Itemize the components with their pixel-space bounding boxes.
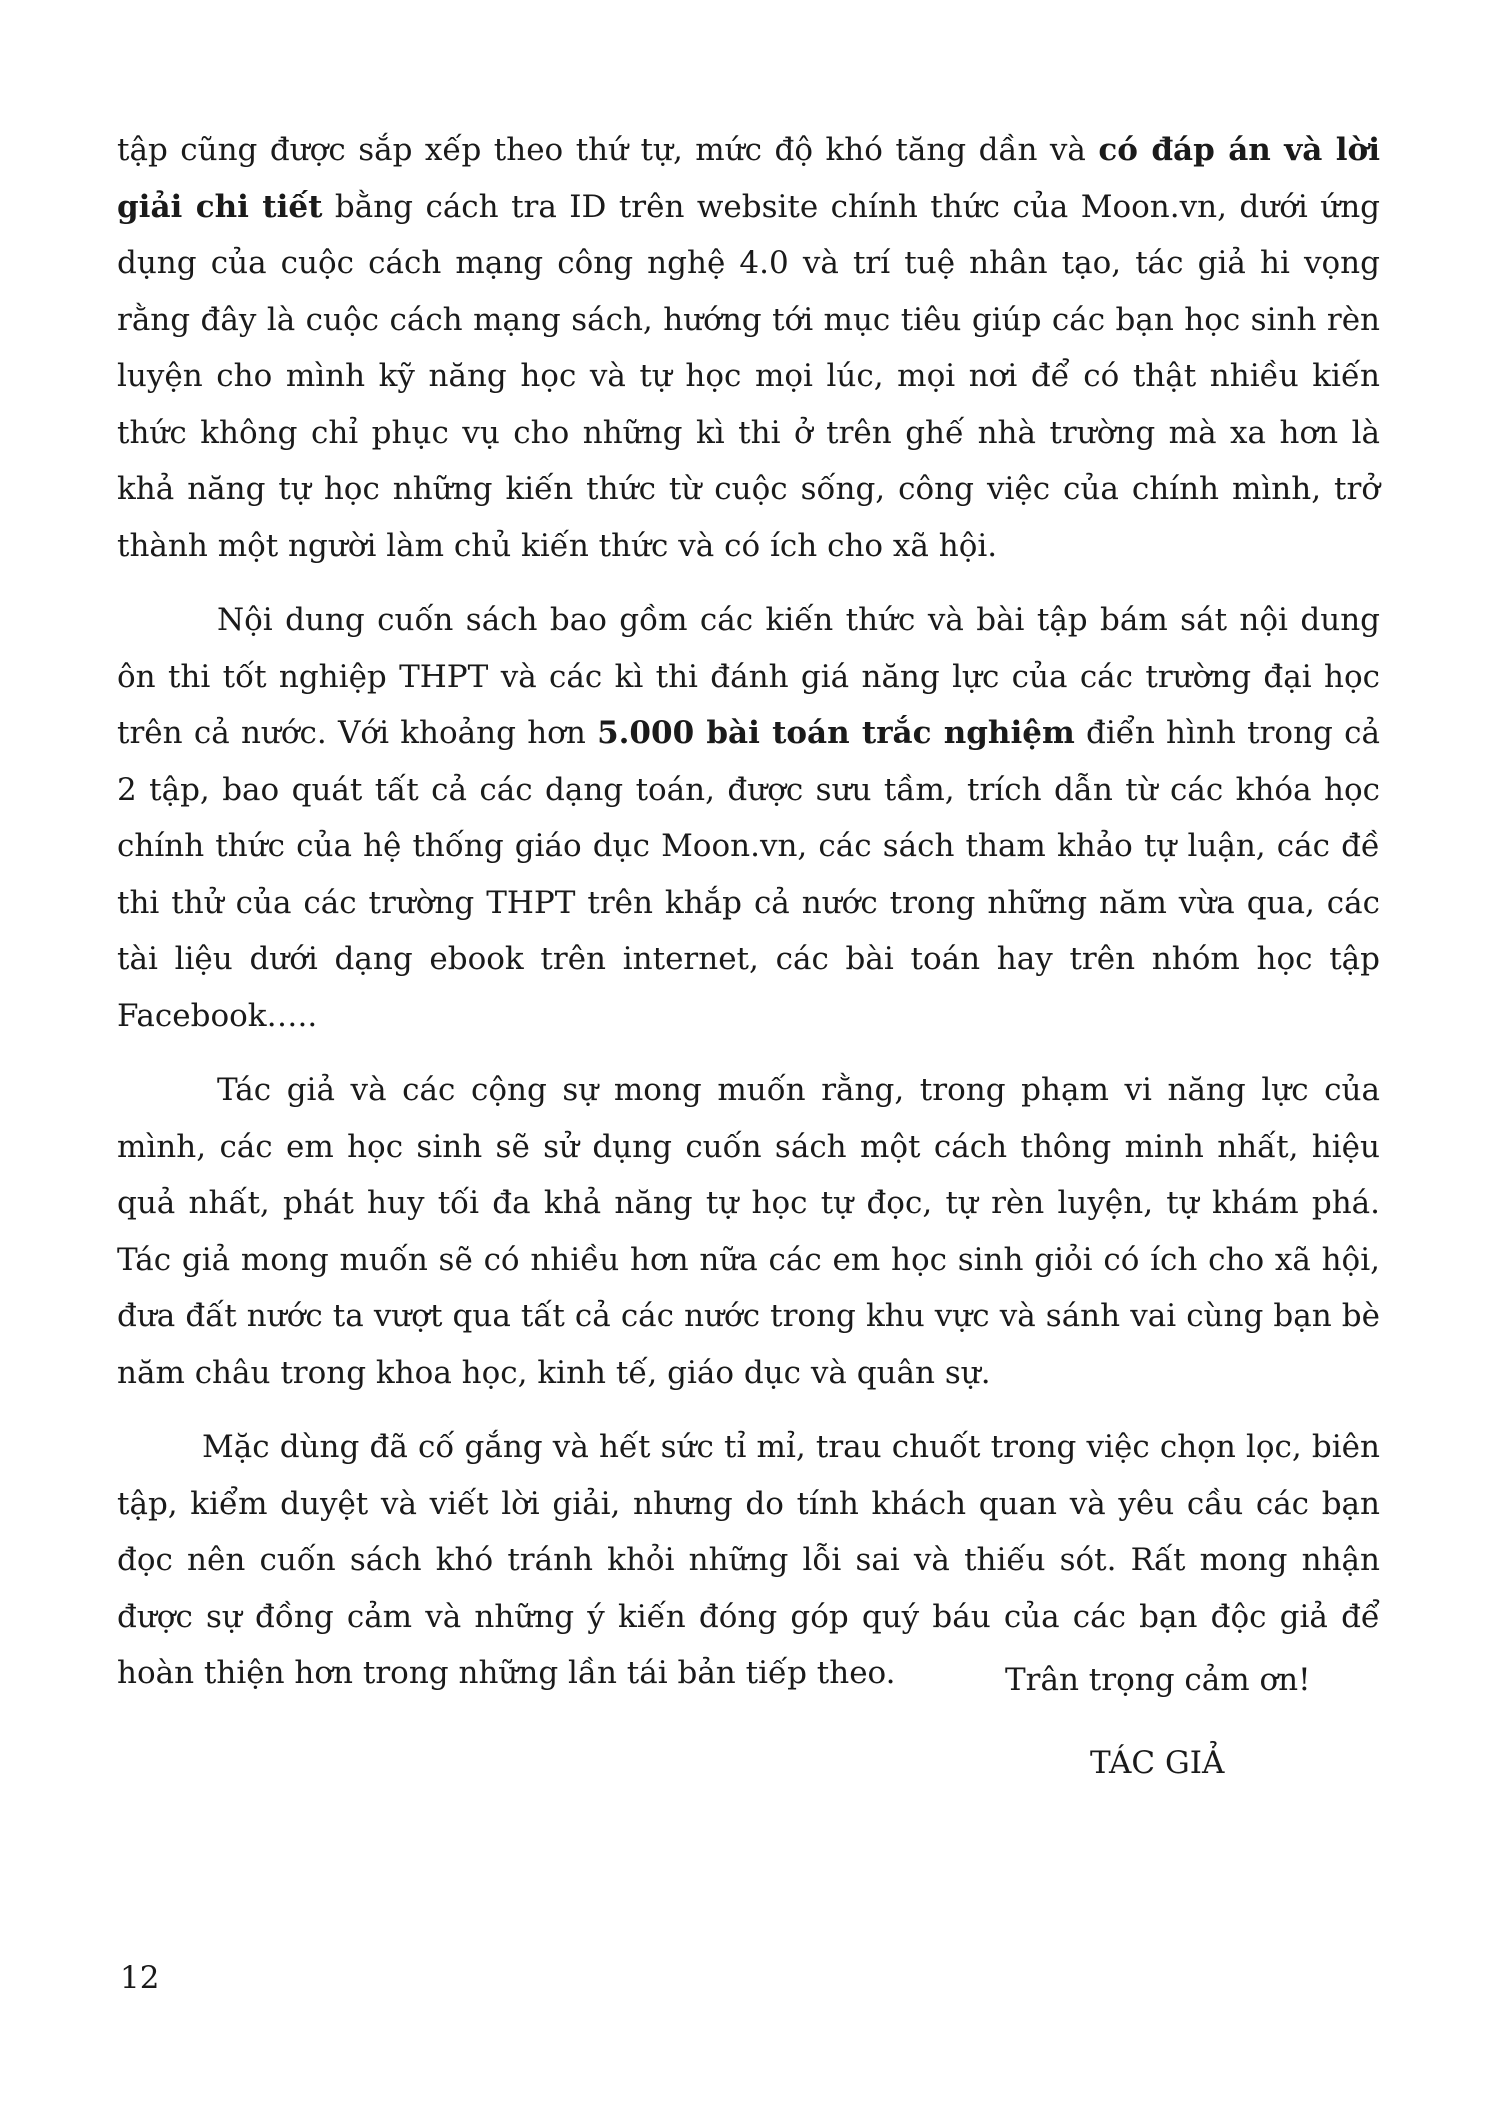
signoff-text: Trân trọng cảm ơn! <box>1005 1662 1311 1698</box>
document-body <box>117 122 1380 1720</box>
paragraph-4: Mặc dùng đã cố gắng và hết sức tỉ mỉ, trau chuốt trong việc chọn lọc, biên tập, kiểm duyệt và viết lời giải, nhưng do tính khách quan và yêu cầu các bạn đọc nên cuốn sách khó tránh khỏi những lỗi sai và thiếu sót. Rất mong nhận được sự đồng cảm và những ý kiến đóng góp quý báu của các bạn độc giả để hoàn thiện hơn trong những lần tái bản tiếp theo. <box>117 1429 1380 1691</box>
paragraph-1-text-a: tập cũng được sắp xếp theo thứ tự, mức độ khó tăng dần và <box>117 132 1099 168</box>
paragraph-2 <box>117 592 1380 1044</box>
paragraph-3: Tác giả và các cộng sự mong muốn rằng, trong phạm vi năng lực của mình, các em học sinh sẽ sử dụng cuốn sách một cách thông minh nhất, hiệu quả nhất, phát huy tối đa khả năng tự học tự đọc, tự rèn luyện, tự khám phá. Tác giả mong muốn sẽ có nhiều hơn nữa các em học sinh giỏi có ích cho xã hội, đưa đất nước ta vượt qua tất cả các nước trong khu vực và sánh vai cùng bạn bè năm châu trong khoa học, kinh tế, giáo dục và quân sự. <box>117 1072 1380 1391</box>
paragraph-1-text-b: bằng cách tra ID trên website chính thức của Moon.vn, dưới ứng dụng của cuộc cách mạng công nghệ 4.0 và trí tuệ nhân tạo, tác giả hi vọng rằng đây là cuộc cách mạng sách, hướng tới mục tiêu giúp các bạn học sinh rèn luyện cho mình kỹ năng học và tự học mọi lúc, mọi nơi để có thật nhiều kiến thức không chỉ phục vụ cho những kì thi ở trên ghế nhà trường mà xa hơn là khả năng tự học những kiến thức từ cuộc sống, công việc của chính mình, trở thành một người làm chủ kiến thức và có ích cho xã hội. <box>117 188 1380 564</box>
paragraph-1-bold: có đáp án và lời giải chi tiết <box>117 132 1380 225</box>
author-signature: TÁC GIẢ <box>1090 1745 1225 1781</box>
paragraph-1 <box>117 122 1380 574</box>
paragraph-2-text-b: điển hình trong cả 2 tập, bao quát tất cả các dạng toán, được sưu tầm, trích dẫn từ các khóa học chính thức của hệ thống giáo dục Moon.vn, các sách tham khảo tự luận, các đề thi thử của các trường THPT trên khắp cả nước trong những năm vừa qua, các tài liệu dưới dạng ebook trên internet, các bài toán hay trên nhóm học tập Facebook….. <box>117 715 1380 1034</box>
paragraph-2-text-a: Nội dung cuốn sách bao gồm các kiến thức và bài tập bám sát nội dung ôn thi tốt nghiệp THPT và các kì thi đánh giá năng lực của các trường đại học trên cả nước. Với khoảng hơn <box>117 602 1380 751</box>
page-number: 12 <box>120 1960 160 1996</box>
paragraph-2-bold: 5.000 bài toán trắc nghiệm <box>597 715 1075 751</box>
